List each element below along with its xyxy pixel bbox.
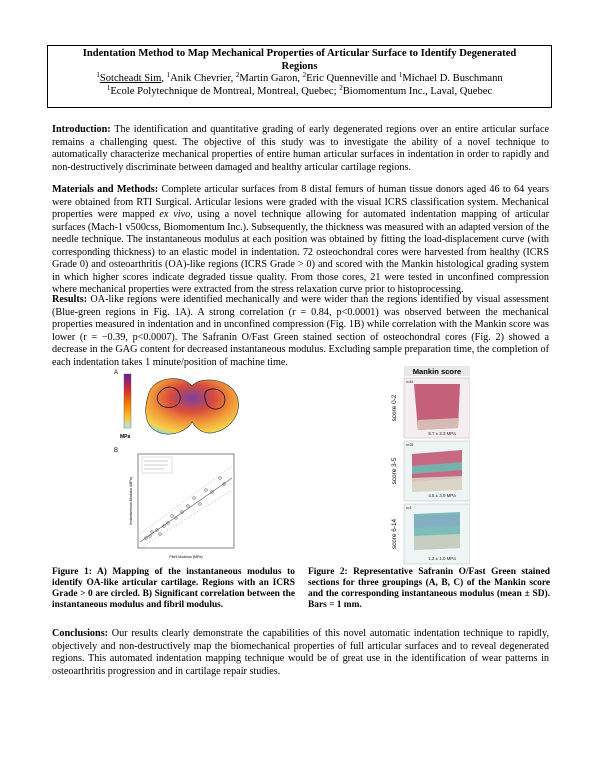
author-sup: 2 <box>302 71 307 80</box>
panel-modulus: 4.5 ± 3.9 MPa <box>428 493 456 498</box>
histology-panel-3-5 <box>391 441 470 501</box>
introduction-heading: Introduction: <box>52 124 111 135</box>
methods-text: Complete articular surfaces from 8 distal femurs of human tissue donors aged 46 to 64 years were obtained from RTI Surgical. Articular lesions were graded with the visual ICRS classification system. Mechanical properties were mapped <box>52 184 549 221</box>
author-sup: 1 <box>96 71 100 80</box>
panel-a-label: A <box>114 370 119 376</box>
conclusions-section <box>52 628 549 678</box>
author-name: Eric Quenneville <box>306 73 379 85</box>
results-text: OA-like regions were identified mechanically and were wider than the regions identified by visual assessment (Blue-green regions in Fig. 1A). A strong correlation (r = 0.84, p<0.0001) was observed between the mechanical properties measured in indentation and in unconfined compression (Fig. 1B) while correlation with the Mankin score was lower (r = −0.39, p<0.0007). The Safranin O/Fast Green stained section of osteochondral cores (Fig. 2) showed a decrease in the GAG content for decreased instantaneous modulus. Excluding sample preparation time, the completion of each indentation takes 1 minute/position of machine time. <box>52 294 549 368</box>
author-sup: 1 <box>398 71 403 80</box>
affiliation-list: $^1$Ecole Polytechnique de Montreal, Montreal, Quebec; $^2$Biomomentum Inc., Laval, Quebec <box>106 83 493 97</box>
panel-modulus: 5.7 ± 3.3 MPa <box>428 431 456 436</box>
bone-layer <box>414 534 460 550</box>
figure-2-caption: Figure 2: Representative Safranin O/Fast Green stained sections for three groupings (A, B, C) of the Mankin score and the corresponding instantaneous modulus (mean ± SD). Bars = 1 mm. <box>308 567 550 611</box>
methods-heading: Materials and Methods: <box>52 184 159 195</box>
panel-n-label: n=25 <box>406 443 414 447</box>
knee-modulus-map <box>146 379 239 435</box>
colorbar-unit: MPa <box>120 434 131 440</box>
title-line-1: Indentation Method to Map Mechanical Properties of Articular Surface to Identify Degenerated <box>82 48 517 59</box>
results-heading: Results: <box>52 294 88 305</box>
mankin-score-header: Mankin score <box>412 367 462 376</box>
figure-1 <box>112 366 252 566</box>
methods-text-cont: , using a novel technique allowing for automated indentation mapping of articular surfaces (Mach-1 v500css, Biomomentum Inc.). Subsequently, the thickness was measured with an adapted version of the needle technique. The instantaneous modulus at each position was obtained by fitting the load-displacement curve (with corresponding thickness) to an elastic model in indentation. 72 osteochondral cores were harvested from healthy (ICRS Grade 0) and osteoarthritis (OA)-like regions (ICRS Grade > 0) and scored with the Mankin histological grading system in which higher scores indicate degraded tissue quality. From those cores, 21 were tested in unconfined compression where mechanical properties were extracted from the stress relaxation curve prior to histoprocessing. <box>52 209 549 296</box>
score-label: score 3-5 <box>391 457 398 485</box>
panel-modulus: 1.2 ± 1.0 MPa <box>428 556 456 561</box>
scatter-plot <box>129 454 234 559</box>
bone-layer <box>418 418 458 430</box>
figure-1-caption: Figure 1: A) Mapping of the instantaneous modulus to identify OA-like articular cartilage. Regions with an ICRS Grade > 0 are circled. B) Significant correlation between the instantaneous modulus and fibril modulus. <box>52 567 295 611</box>
author-name: Martin Garon <box>239 73 298 85</box>
cartilage-layer <box>414 514 460 528</box>
figure-2 <box>384 366 470 566</box>
author-list: $^1$Sotcheadt Sim, $^1$Anik Chevrier, $^2$Martin Garon, $^2$Eric Quenneville and $^1$Michael D. Buschmann <box>96 71 503 85</box>
panel-n-label: n=3 <box>406 506 412 510</box>
title-block <box>47 45 552 108</box>
panel-b-label: B <box>114 448 119 454</box>
panel-n-label: n=44 <box>406 380 414 384</box>
first-author: Sotcheadt Sim <box>99 73 162 85</box>
scatter-ylabel: Instantaneous Modulus (MPa) <box>129 477 133 525</box>
affiliation-sup: 1 <box>106 83 111 92</box>
score-label: score 6-14 <box>391 518 398 550</box>
affiliation: Ecole Polytechnique de Montreal, Montreal, Quebec <box>110 85 334 97</box>
conclusions-heading: Conclusions: <box>52 628 109 639</box>
results-section <box>52 294 549 369</box>
author-name: Anik Chevrier <box>170 73 231 85</box>
affiliation-sup: 2 <box>339 83 343 92</box>
scatter-xlabel: Fibril Modulus (MPa) <box>169 555 203 559</box>
author-sup: 1 <box>166 71 171 80</box>
introduction-section <box>52 124 549 174</box>
affiliation: Biomomentum Inc., Laval, Quebec <box>342 85 493 97</box>
colorbar <box>124 374 131 428</box>
histology-panel-6-14 <box>391 504 470 564</box>
conclusions-text: Our results clearly demonstrate the capabilities of this novel automatic indentation technique to rapidly, objectively and non-destructively map the biomechanical properties of full articular surfaces and to reveal degenerated regions. This automated indentation mapping technique would be of great use in the identification of wear patterns in osteoarthritis progression and in cartilage repair studies. <box>52 628 549 677</box>
histology-panel-0-2 <box>391 378 470 438</box>
score-label: score 0-2 <box>391 394 398 422</box>
methods-italic: ex vivo <box>159 209 191 221</box>
author-name: Michael D. Buschmann <box>402 73 503 85</box>
title-line-2: Regions <box>281 60 318 72</box>
introduction-text: The identification and quantitative grading of early degenerated regions over an entire articular surface remains a challenging quest. The objective of this study was to investigate the ability of a novel technique to automatically characterize mechanical properties of entire human articular surfaces in indentation in order to rapidly and non-destructively discriminate between damaged and healthy articular cartilage regions. <box>52 124 549 173</box>
bone-layer <box>412 476 462 492</box>
paper-title <box>48 48 551 73</box>
methods-section <box>52 184 549 297</box>
author-sup: 2 <box>235 71 240 80</box>
